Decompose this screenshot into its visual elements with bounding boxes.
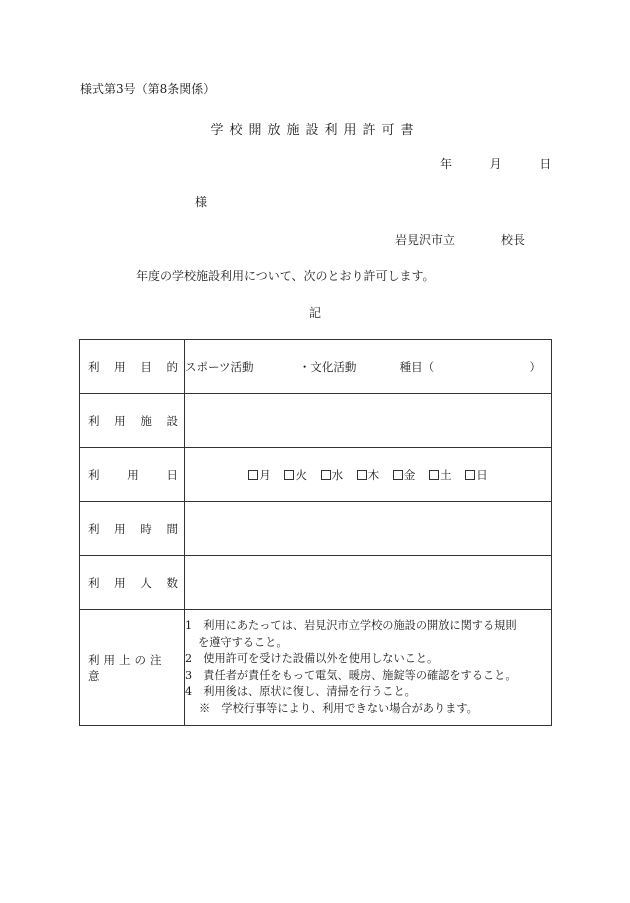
purpose-label: 利 用 目 的 bbox=[80, 340, 185, 394]
form-number: 様式第3号（第8条関係） bbox=[80, 82, 216, 96]
day-row bbox=[80, 448, 552, 502]
culture-option: ・文化活動 bbox=[298, 359, 357, 374]
people-label: 利 用 人 数 bbox=[80, 556, 185, 610]
day-label: 利 用 日 bbox=[80, 448, 185, 502]
issuer bbox=[395, 231, 525, 248]
event-open: 種目（ bbox=[399, 359, 435, 374]
day-option-thu[interactable]: 木 bbox=[357, 467, 380, 483]
notice-item: 4 利用後は、原状に復し、清掃を行うこと。 bbox=[185, 685, 416, 698]
time-label: 利 用 時 間 bbox=[80, 502, 185, 556]
notice-item: 2 使用許可を受けた設備以外を使用しないこと。 bbox=[185, 652, 439, 665]
checkbox-icon bbox=[393, 470, 403, 480]
addressee-suffix: 様 bbox=[195, 195, 208, 209]
notice-remark: ※ 学校行事等により、利用できない場合があります。 bbox=[199, 701, 478, 715]
day-field bbox=[185, 448, 552, 502]
checkbox-icon bbox=[357, 470, 367, 480]
day-label: 日 bbox=[539, 157, 552, 171]
issuer-suffix: 校長 bbox=[501, 233, 526, 247]
purpose-field[interactable] bbox=[185, 340, 552, 394]
checkbox-icon bbox=[248, 470, 258, 480]
issuer-prefix: 岩見沢市立 bbox=[395, 233, 456, 247]
day-option-mon[interactable]: 月 bbox=[248, 467, 271, 483]
purpose-row bbox=[80, 340, 552, 394]
day-option-sat[interactable]: 土 bbox=[429, 467, 452, 483]
year-label: 年 bbox=[440, 157, 453, 171]
checkbox-icon bbox=[465, 470, 475, 480]
notice-label: 利用上の注意 bbox=[80, 610, 185, 726]
day-option-tue[interactable]: 火 bbox=[284, 467, 307, 483]
notice-list bbox=[185, 610, 552, 726]
notice-item: を遵守すること。 bbox=[198, 635, 288, 649]
notice-row bbox=[80, 610, 552, 726]
checkbox-icon bbox=[284, 470, 294, 480]
checkbox-icon bbox=[321, 470, 331, 480]
notice-item: 1 利用にあたっては、岩見沢市立学校の施設の開放に関する規則 bbox=[185, 619, 517, 632]
issue-date bbox=[440, 155, 551, 172]
document-title: 学校開放施設利用許可書 bbox=[210, 123, 420, 138]
day-option-fri[interactable]: 金 bbox=[393, 467, 416, 483]
people-field[interactable] bbox=[185, 556, 552, 610]
time-row bbox=[80, 502, 552, 556]
notice-item: 3 責任者が責任をもって電気、暖房、施錠等の確認をすること。 bbox=[185, 668, 517, 682]
day-option-sun[interactable]: 日 bbox=[465, 467, 488, 483]
ki-heading: 記 bbox=[308, 306, 321, 320]
permit-table bbox=[79, 339, 552, 726]
checkbox-icon bbox=[429, 470, 439, 480]
day-option-wed[interactable]: 水 bbox=[321, 467, 344, 483]
intro-text: 年度の学校施設利用について、次のとおり許可します。 bbox=[136, 269, 435, 283]
event-close: ） bbox=[529, 359, 541, 374]
time-field[interactable] bbox=[185, 502, 552, 556]
month-label: 月 bbox=[489, 157, 502, 171]
facility-row bbox=[80, 394, 552, 448]
sports-option: スポーツ活動 bbox=[185, 359, 254, 374]
people-row bbox=[80, 556, 552, 610]
facility-field[interactable] bbox=[185, 394, 552, 448]
facility-label: 利 用 施 設 bbox=[80, 394, 185, 448]
